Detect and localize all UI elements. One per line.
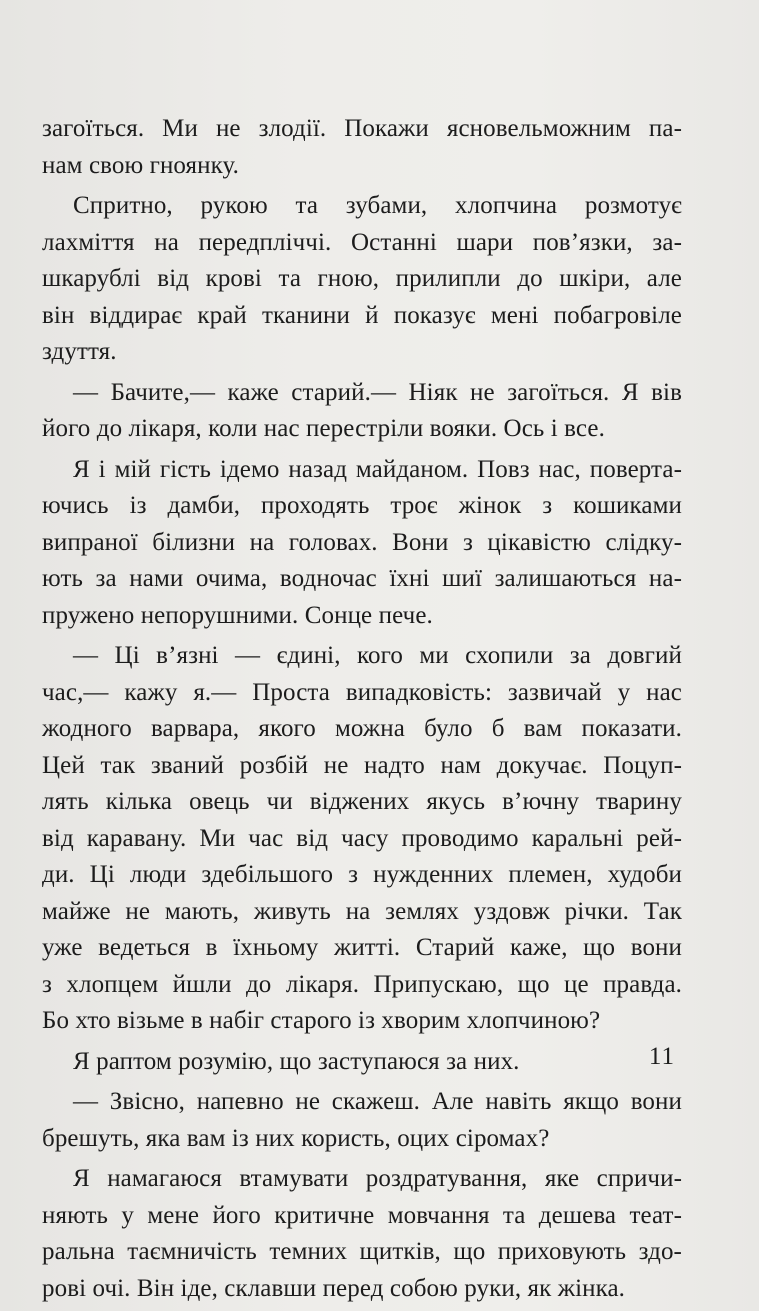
text-line: Я і мій гість ідемо назад майданом. Повз нас, поверта- bbox=[73, 455, 682, 483]
paragraph bbox=[42, 188, 682, 371]
paragraph bbox=[42, 1161, 682, 1307]
text-line: уже ведеться в їхньому житті. Старий каже, що вони bbox=[42, 934, 682, 961]
text-line: випраної білизни на головах. Вони з цікавістю слідку- bbox=[42, 528, 682, 556]
text-line: няють у мене його критичне мовчання та дешева теат- bbox=[42, 1201, 682, 1229]
text-line: ральна таємничість темних щитків, що приховують здо- bbox=[42, 1238, 682, 1265]
page-text bbox=[42, 111, 682, 1311]
text-line: з хлопцем йшли до лікаря. Припускаю, що це правда. bbox=[42, 970, 682, 998]
paragraph bbox=[42, 1044, 682, 1081]
text-line: нам свою гноянку. bbox=[42, 151, 239, 179]
text-line: — Звісно, напевно не скажеш. Але навіть якщо вони bbox=[73, 1088, 682, 1115]
paragraph bbox=[42, 111, 682, 184]
text-line: Бо хто візьме в набіг старого із хворим хлопчиною? bbox=[42, 1007, 601, 1034]
text-line: його до лікаря, коли нас перестріли вояки. Ось і все. bbox=[42, 415, 605, 442]
text-line: лахміття на передпліччі. Останні шари пов’язки, за- bbox=[42, 228, 682, 256]
text-line: — Ці в’язні — єдині, кого ми схопили за довгий bbox=[73, 642, 682, 669]
text-line: здуття. bbox=[42, 338, 117, 365]
text-line: Спритно, рукою та зубами, хлопчина розмотує bbox=[73, 192, 682, 219]
text-line: час,— кажу я.— Проста випадковість: зазвичай у нас bbox=[42, 678, 682, 706]
text-line: від каравану. Ми час від часу проводимо каральні рей- bbox=[42, 824, 682, 852]
text-line: лять кілька овець чи віджених якусь в’ючну тварину bbox=[42, 788, 682, 815]
text-line: ють за нами очима, водночас їхні шиї залишаються на- bbox=[42, 565, 682, 592]
page-number: 11 bbox=[648, 1043, 675, 1070]
text-line: шкарублі від крові та гною, прилипли до шкіри, але bbox=[42, 265, 682, 292]
paragraph bbox=[42, 452, 682, 635]
text-line: рові очі. Він іде, склавши перед собою руки, як жінка. bbox=[42, 1274, 626, 1302]
text-line: Я раптом розумію, що заступаюся за них. bbox=[73, 1047, 520, 1075]
paragraph bbox=[42, 1084, 682, 1157]
text-line: майже не мають, живуть на землях уздовж річки. Так bbox=[42, 897, 682, 925]
text-line: Я намагаюся втамувати роздратування, яке спричи- bbox=[73, 1165, 682, 1192]
text-line: Цей так званий розбій не надто нам докучає. Поцуп- bbox=[42, 751, 682, 779]
text-line: жодного варвара, якого можна було б вам показати. bbox=[42, 715, 682, 742]
text-line: загоїться. Ми не злодії. Покажи ясновельможним па- bbox=[42, 115, 682, 142]
text-line: він віддирає край тканини й показує мені побагровіле bbox=[42, 301, 682, 329]
text-line: пружено непорушними. Сонце пече. bbox=[42, 601, 433, 629]
text-line: ючись із дамби, проходять троє жінок з кошиками bbox=[42, 492, 682, 519]
text-line: — Бачите,— каже старий.— Ніяк не загоїться. Я вів bbox=[73, 378, 682, 406]
text-line: ди. Ці люди здебільшого з нужденних племен, худоби bbox=[42, 861, 682, 888]
paragraph bbox=[42, 375, 682, 448]
text-line: брешуть, яка вам із них користь, оцих сіромах? bbox=[42, 1124, 550, 1152]
paragraph bbox=[42, 638, 682, 1040]
